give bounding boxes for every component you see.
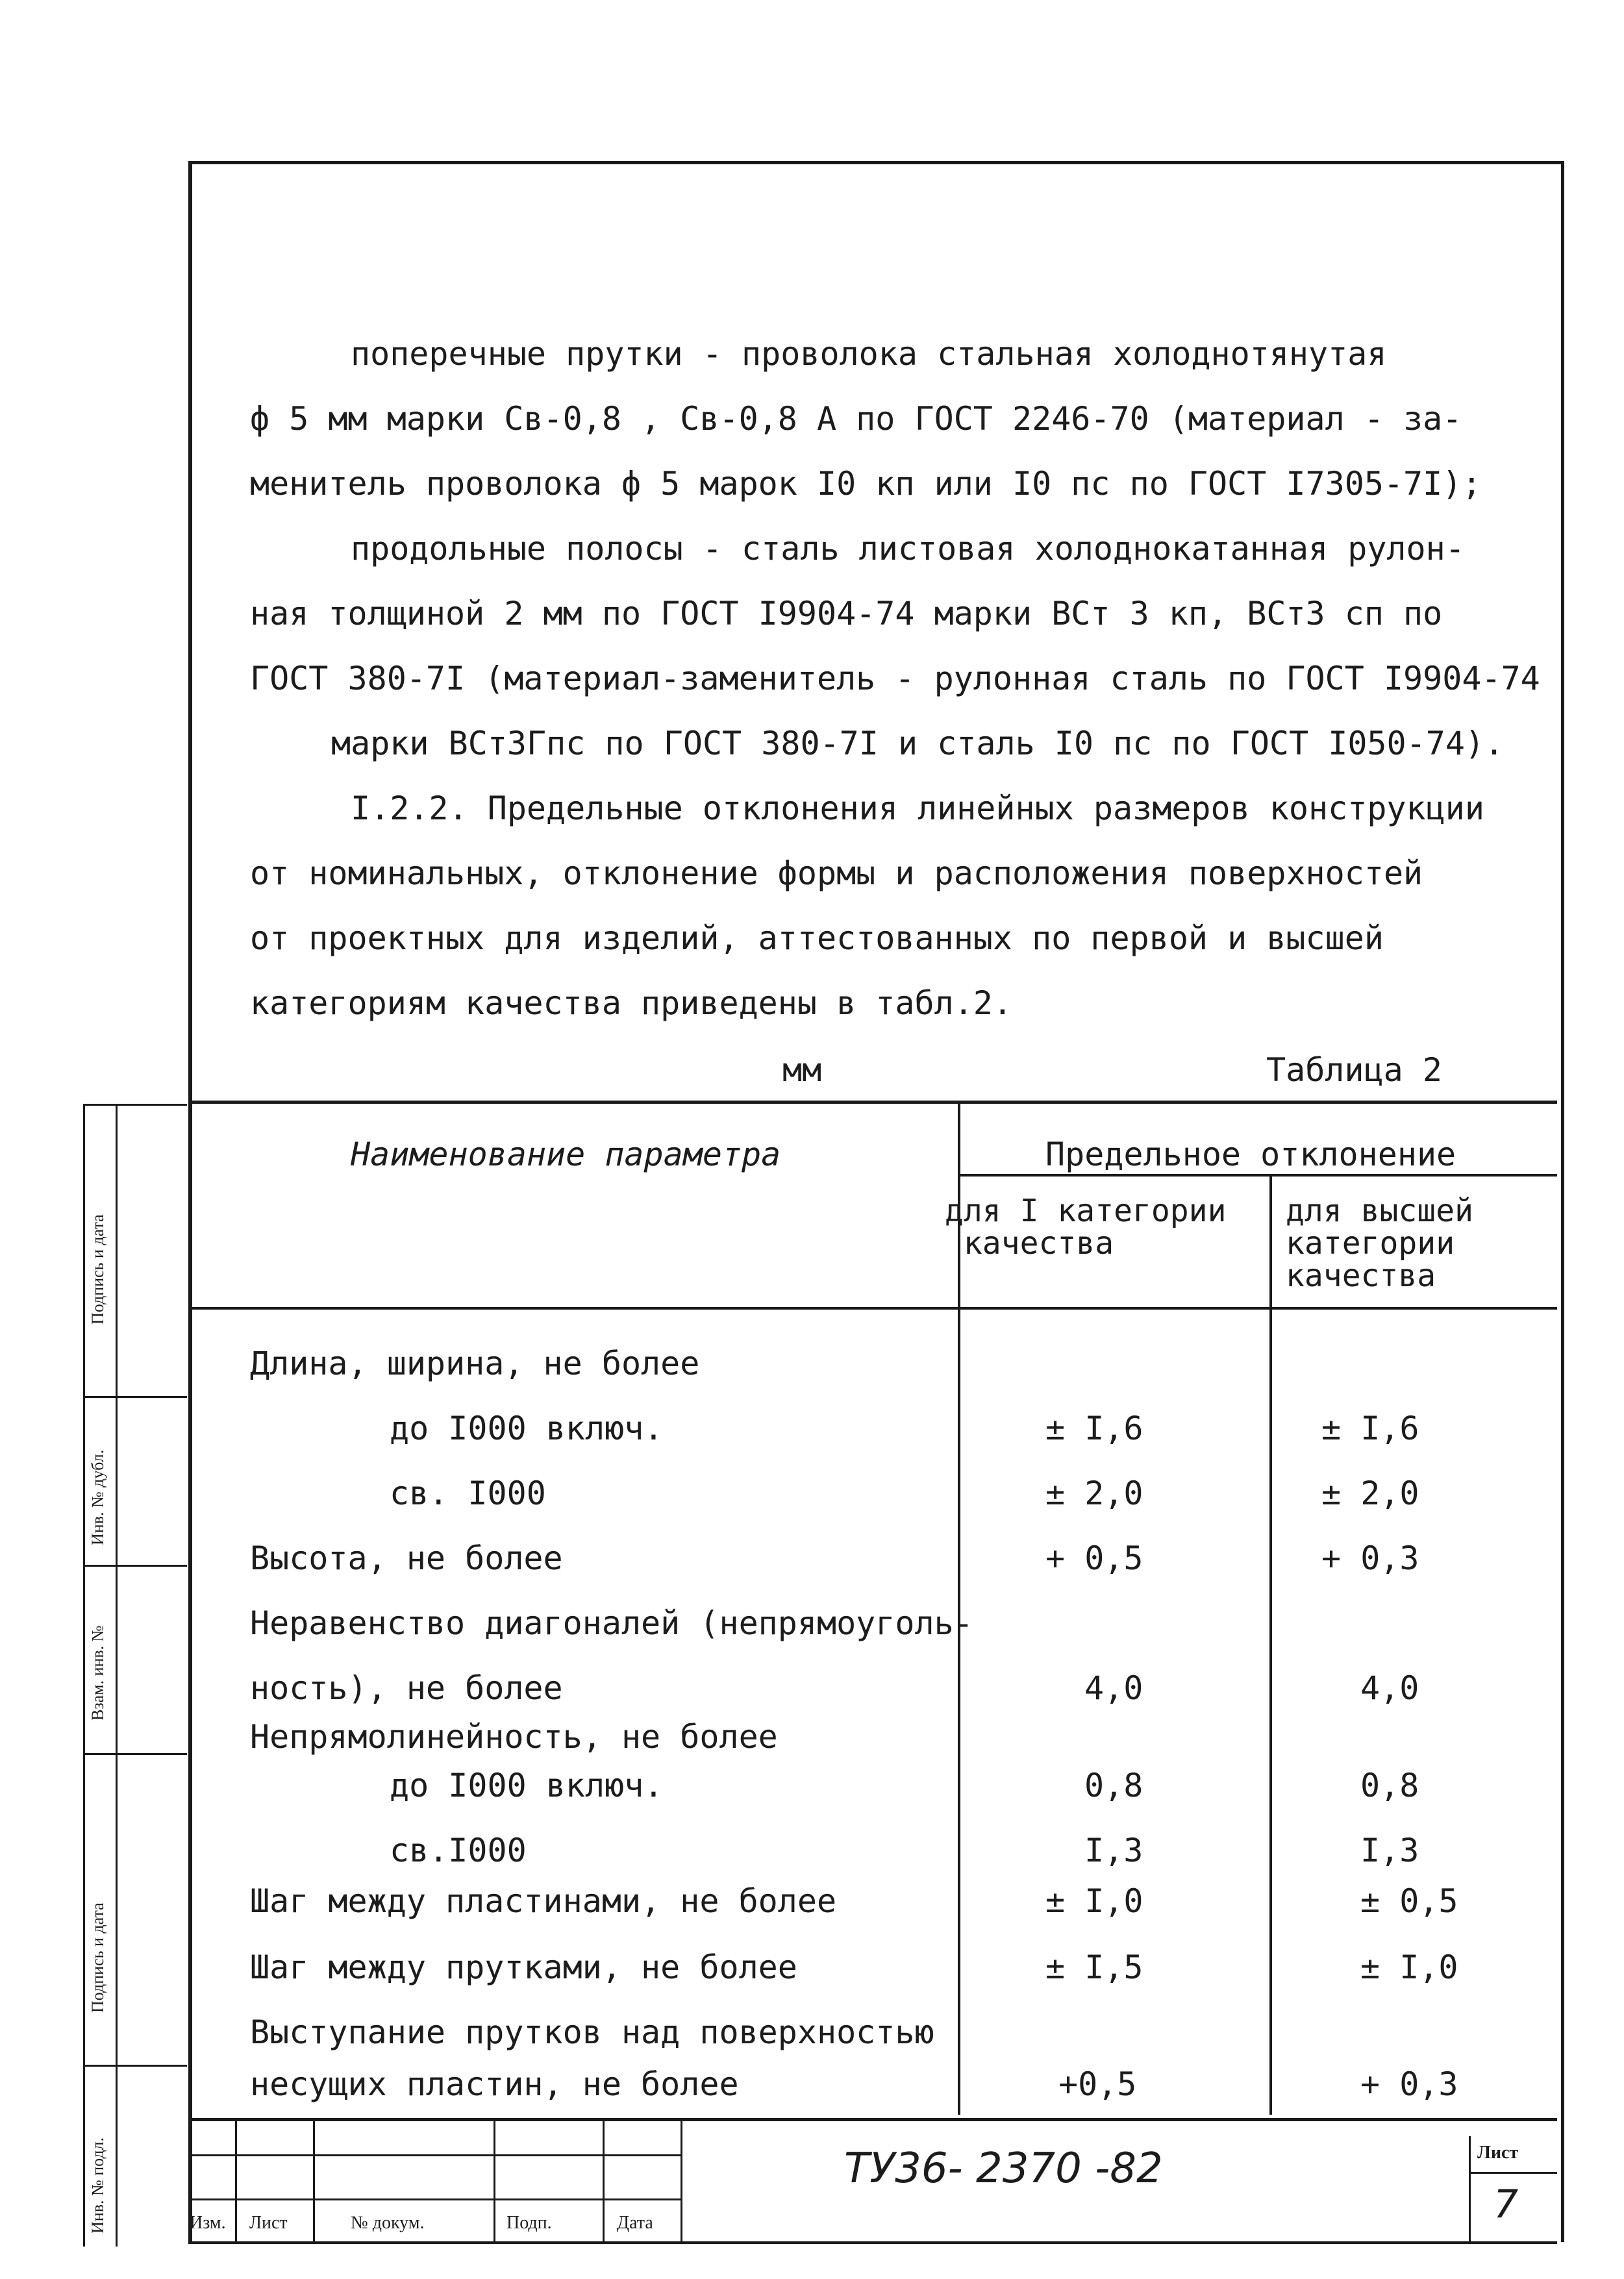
side-label-signature-date: Подпись и дата <box>88 1214 107 1325</box>
row-value-col1: 4,0 <box>1084 1669 1143 1707</box>
side-stamp-outer-line <box>83 1104 85 2247</box>
text-line-6: ГОСТ 380-7I (материал-заменитель - рулонная сталь по ГОСТ I9904-74 <box>250 660 1540 697</box>
side-stamp-divider <box>83 2065 187 2067</box>
row-name: несущих пластин, не более <box>250 2065 739 2103</box>
row-name: ность), не более <box>250 1669 563 1707</box>
row-name: Выступание прутков над поверхностью <box>250 2013 934 2051</box>
row-name: Шаг между пластинами, не более <box>250 1882 837 1920</box>
col-label-change: Изм. <box>190 2213 226 2233</box>
sheet-number: 7 <box>1493 2182 1519 2227</box>
title-block-col-line <box>313 2118 315 2241</box>
table-col-divider-2 <box>1269 1175 1272 2115</box>
title-block-col-line <box>681 2118 682 2241</box>
text-line-11: категориям качества приведены в табл.2. <box>250 984 1012 1022</box>
title-block-col-line <box>235 2118 237 2241</box>
row-name: св. I000 <box>390 1475 546 1512</box>
side-label-signature-date-2: Подпись и дата <box>88 1902 107 2013</box>
col-label-doc-number: № докум. <box>351 2213 425 2233</box>
row-value-col2: ± 0,5 <box>1360 1882 1458 1920</box>
title-block-top-line <box>188 2118 1557 2121</box>
row-name: Неравенство диагоналей (непрямоуголь- <box>250 1604 973 1642</box>
col-label-date: Дата <box>617 2213 653 2233</box>
text-line-5: ная толщиной 2 мм по ГОСТ I9904-74 марки ВСт 3 кп, ВСт3 сп по <box>250 595 1443 632</box>
side-stamp <box>83 1104 187 2247</box>
sheet-label: Лист <box>1477 2143 1519 2163</box>
title-block-bottom-line <box>188 2241 1557 2244</box>
title-block-col-line <box>493 2118 495 2241</box>
row-name: до I000 включ. <box>390 1410 664 1447</box>
row-value-col1: 0,8 <box>1084 1767 1143 1804</box>
side-stamp-divider <box>83 1565 187 1567</box>
header-group: Предельное отклонение <box>1045 1136 1456 1173</box>
row-value-col1: I,3 <box>1084 1832 1143 1869</box>
row-value-col2: ± I,0 <box>1360 1949 1458 1986</box>
document-code: ТУ36- 2370 -82 <box>844 2145 1163 2193</box>
header-col2: для высшей категории качества <box>1286 1193 1473 1294</box>
side-label-dup-inv: Инв. № дубл. <box>88 1449 107 1545</box>
title-block-row-line <box>188 2198 682 2200</box>
row-name: Непрямолинейность, не более <box>250 1718 778 1756</box>
text-line-10: от проектных для изделий, аттестованных по первой и высшей <box>250 919 1384 957</box>
table-header-line <box>188 1307 1557 1310</box>
side-label-orig-inv: Инв. № подл. <box>88 2137 107 2234</box>
row-value-col1: +0,5 <box>1058 2065 1137 2103</box>
row-name: до I000 включ. <box>390 1767 664 1804</box>
row-name: Длина, ширина, не более <box>250 1345 700 1382</box>
header-col1: для I категории качества <box>945 1193 1227 1262</box>
side-stamp-divider <box>83 1753 187 1755</box>
table-caption: Таблица 2 <box>1266 1051 1442 1089</box>
text-line-9: от номинальных, отклонение формы и расположения поверхностей <box>250 854 1423 892</box>
row-value-col2: 4,0 <box>1360 1669 1419 1707</box>
table-unit: мм <box>782 1051 822 1089</box>
text-line-7: марки ВСт3Гпс по ГОСТ 380-7I и сталь I0 пс по ГОСТ I050-74). <box>331 725 1505 762</box>
row-name: Шаг между прутками, не более <box>250 1949 797 1986</box>
row-value-col2: I,3 <box>1360 1832 1419 1869</box>
text-line-4: продольные полосы - сталь листовая холоднокатанная рулон- <box>351 530 1465 567</box>
row-value-col2: ± I,6 <box>1321 1410 1419 1447</box>
table-group-line <box>959 1174 1557 1177</box>
title-block-sheet-divider <box>1469 2172 1557 2174</box>
row-name: Высота, не более <box>250 1539 563 1577</box>
side-stamp-inner-line <box>116 1104 118 2247</box>
row-value-col2: + 0,3 <box>1321 1539 1419 1577</box>
title-block-sheet-line <box>1469 2136 1471 2241</box>
table-top-line <box>188 1101 1557 1104</box>
title-block-col-line <box>603 2118 605 2241</box>
header-param: Наименование параметра <box>351 1136 781 1173</box>
text-line-3: менитель проволока ф 5 марок I0 кп или I0 пс по ГОСТ I7305-7I); <box>250 465 1482 503</box>
row-name: св.I000 <box>390 1832 527 1869</box>
row-value-col1: ± I,5 <box>1045 1949 1143 1986</box>
row-value-col2: ± 2,0 <box>1321 1475 1419 1512</box>
text-line-8: I.2.2. Предельные отклонения линейных размеров конструкции <box>351 790 1484 827</box>
text-line-2: ф 5 мм марки Св-0,8 , Св-0,8 А по ГОСТ 2246-70 (материал - за- <box>250 400 1462 438</box>
row-value-col1: ± I,0 <box>1045 1882 1143 1920</box>
text-line-1: поперечные прутки - проволока стальная холоднотянутая <box>351 335 1387 373</box>
row-value-col2: + 0,3 <box>1360 2065 1458 2103</box>
col-label-signature: Подп. <box>506 2213 552 2233</box>
side-label-replace-inv: Взам. инв. № <box>88 1625 107 1721</box>
side-stamp-divider <box>83 1104 187 1106</box>
row-value-col1: ± I,6 <box>1045 1410 1143 1447</box>
row-value-col1: ± 2,0 <box>1045 1475 1143 1512</box>
row-value-col1: + 0,5 <box>1045 1539 1143 1577</box>
side-stamp-divider <box>83 1396 187 1398</box>
title-block-row-line <box>188 2154 682 2156</box>
col-label-sheet: Лист <box>249 2213 288 2233</box>
row-value-col2: 0,8 <box>1360 1767 1419 1804</box>
